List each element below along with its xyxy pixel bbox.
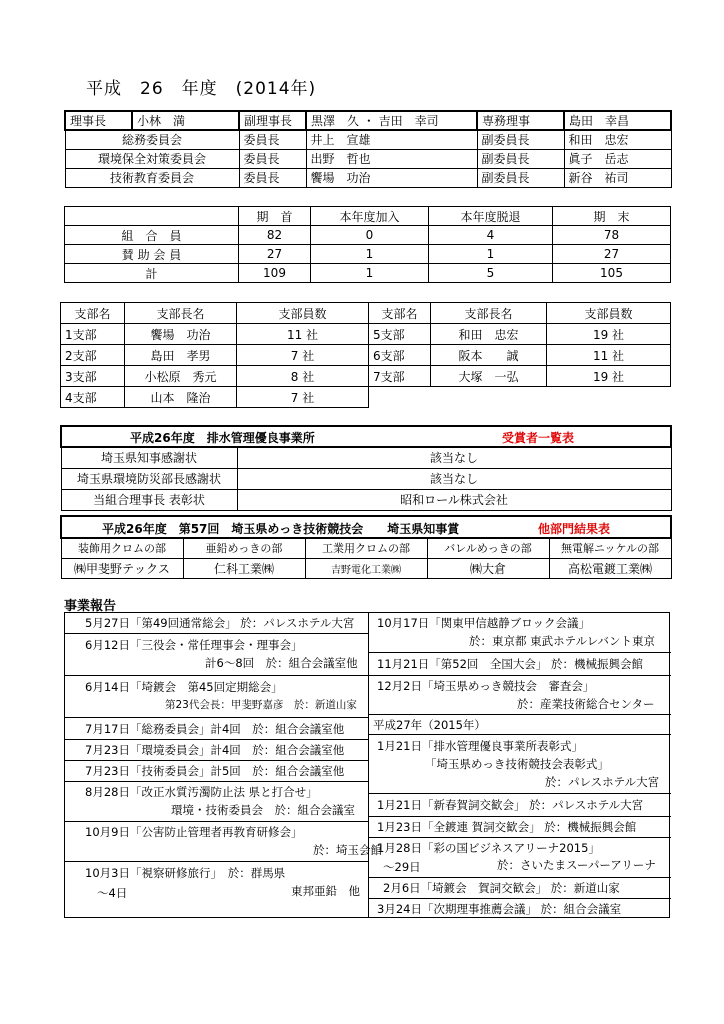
- col-header: 支部名: [369, 303, 431, 324]
- committee-vice: 眞子 岳志: [564, 149, 671, 168]
- branches-table: [60, 302, 671, 408]
- award-value: 該当なし: [237, 468, 671, 489]
- report-left-column: [65, 613, 382, 917]
- branch-name: 2支部: [61, 345, 125, 366]
- report-line: 6月14日「埼鍍会 第45回定期総会」: [85, 680, 283, 694]
- report-line: 於：さいたまスーパーアリーナ: [497, 858, 656, 872]
- branch-head: 小松原 秀元: [125, 366, 237, 387]
- report-line: 10月17日「関東甲信越静ブロック会議」: [377, 616, 591, 630]
- cell: 27: [239, 245, 311, 264]
- committee-vice: 新谷 祐司: [564, 168, 671, 187]
- empty-cell: [369, 387, 671, 408]
- table-row: [61, 345, 671, 366]
- col-header: 本年度加入: [311, 207, 429, 226]
- table-row: [61, 447, 671, 468]
- drainage-awards-table: [60, 425, 672, 511]
- table-row: [61, 324, 671, 345]
- table-row: [61, 366, 671, 387]
- col-header: 支部員数: [547, 303, 671, 324]
- table-row: [65, 226, 671, 245]
- cell: 5: [429, 264, 553, 283]
- exec-director-name: 島田 幸昌: [564, 111, 671, 130]
- report-line: 平成27年（2015年）: [373, 718, 486, 732]
- report-line: 東邦亜鉛 他: [291, 884, 360, 898]
- table-row: [61, 558, 671, 578]
- report-line: 2月6日「埼鍍会 賀詞交歓会」 於：新道山家: [383, 881, 620, 895]
- award-value: 昭和ロール株式会社: [237, 489, 671, 510]
- col-header: 本年度脱退: [429, 207, 553, 226]
- cell: 0: [311, 226, 429, 245]
- branch-count: 19 社: [547, 324, 671, 345]
- cell: 78: [553, 226, 671, 245]
- category: 亜鉛めっきの部: [183, 538, 305, 558]
- cell: 27: [553, 245, 671, 264]
- row-label: 賛 助 会 員: [65, 245, 239, 264]
- award-label: 埼玉県知事感謝状: [61, 447, 237, 468]
- awards1-title: 平成26年度 排水管理優良事業所: [130, 431, 315, 445]
- branch-head: 島田 孝男: [125, 345, 237, 366]
- report-line: 於：産業技術総合センター: [517, 697, 655, 711]
- report-line: 計6～8回 於：組合会議室他: [205, 656, 358, 670]
- report-line: 10月3日「視察研修旅行」 於：群馬県: [85, 866, 286, 880]
- report-title: 事業報告: [64, 599, 117, 614]
- committee-name: 環境保全対策委員会: [65, 149, 239, 168]
- committee-vice: 和田 忠宏: [564, 130, 671, 149]
- report-line: ～29日: [383, 860, 421, 874]
- branch-name: 3支部: [61, 366, 125, 387]
- committee-name: 技術教育委員会: [65, 168, 239, 187]
- report-line: 1月21日「新春賀詞交歓会」 於：パレスホテル大宮: [377, 798, 644, 812]
- table-row: [65, 245, 671, 264]
- exec-director-label: 専務理事: [477, 111, 564, 130]
- committee-chair-label: 委員長: [239, 130, 306, 149]
- awards2-title: 平成26年度 第57回 埼玉県めっき技術競技会 埼玉県知事賞: [102, 522, 460, 536]
- report-line: 8月28日「改正水質汚濁防止法 県と打合せ」: [85, 785, 318, 799]
- award-label: 当組合理事長 表彰状: [61, 489, 237, 510]
- officers-table: [64, 110, 672, 188]
- report-line: 1月21日「排水管理優良事業所表彰式」: [377, 739, 583, 753]
- cell: 82: [239, 226, 311, 245]
- branch-name: 1支部: [61, 324, 125, 345]
- branch-head: 阪本 誠: [431, 345, 547, 366]
- report-line: 10月9日「公害防止管理者再教育研修会」: [85, 825, 303, 839]
- committee-vice-label: 副委員長: [477, 130, 564, 149]
- winner: 吉野電化工業㈱: [305, 558, 427, 578]
- cell: 109: [239, 264, 311, 283]
- winner: ㈱大倉: [427, 558, 549, 578]
- business-report: [64, 612, 670, 918]
- col-header: 支部長名: [125, 303, 237, 324]
- report-right-column: [369, 613, 671, 917]
- plating-contest-table: [60, 515, 672, 579]
- branch-name: 4支部: [61, 387, 125, 408]
- report-line: 3月24日「次期理事推薦会議」 於：組合会議室: [377, 902, 622, 916]
- blank-header-cell: [65, 207, 239, 226]
- committee-row: [65, 130, 671, 149]
- winner: ㈱甲斐野テックス: [61, 558, 183, 578]
- branch-head: 和田 忠宏: [431, 324, 547, 345]
- report-line: 5月27日「第49回通常総会」 於：パレスホテル大宮: [85, 616, 355, 630]
- committee-chair: 出野 哲也: [306, 149, 477, 168]
- table-row: [61, 387, 671, 408]
- committee-chair: 饗場 功治: [306, 168, 477, 187]
- committee-chair: 井上 宣雄: [306, 130, 477, 149]
- committee-vice-label: 副委員長: [477, 149, 564, 168]
- category: バレルめっきの部: [427, 538, 549, 558]
- report-line: 6月12日「三役会・常任理事会・理事会」: [85, 638, 303, 652]
- row-label: 組 合 員: [65, 226, 239, 245]
- branch-head: 大塚 一弘: [431, 366, 547, 387]
- cell: 1: [429, 245, 553, 264]
- awards1-red-label: 受賞者一覧表: [502, 431, 575, 445]
- report-line: 於：東京都 東武ホテルレバント東京: [469, 634, 655, 648]
- committee-row: [65, 149, 671, 168]
- committee-name: 総務委員会: [65, 130, 239, 149]
- branch-count: 7 社: [237, 345, 369, 366]
- report-line: 12月2日「埼玉県めっき競技会 審査会」: [377, 679, 595, 693]
- table-row: [61, 538, 671, 558]
- cell: 1: [311, 245, 429, 264]
- branch-count: 19 社: [547, 366, 671, 387]
- report-line: 1月28日「彩の国ビジネスアリーナ2015」: [377, 841, 600, 855]
- category: 工業用クロムの部: [305, 538, 427, 558]
- report-line: 「埼玉県めっき技術競技会表彰式」: [425, 757, 609, 771]
- table-row: [65, 264, 671, 283]
- category: 無電解ニッケルの部: [549, 538, 671, 558]
- winner: 仁科工業㈱: [183, 558, 305, 578]
- branch-head: 山本 隆治: [125, 387, 237, 408]
- col-header: 支部員数: [237, 303, 369, 324]
- report-line: 11月21日「第52回 全国大会」 於：機械振興会館: [377, 657, 644, 671]
- award-value: 該当なし: [237, 447, 671, 468]
- branch-count: 8 社: [237, 366, 369, 387]
- cell: 4: [429, 226, 553, 245]
- vice-chair-label: 副理事長: [239, 111, 306, 130]
- branch-head: 饗場 功治: [125, 324, 237, 345]
- vice-chair-names: 黒澤 久 ・ 吉田 幸司: [306, 111, 477, 130]
- report-line: ～4日: [97, 886, 128, 900]
- branch-name: 5支部: [369, 324, 431, 345]
- table-row: [61, 489, 671, 510]
- report-line: 環境・技術委員会 於：組合会議室: [171, 803, 355, 817]
- branch-count: 7 社: [237, 387, 369, 408]
- award-label: 埼玉県環境防災部長感謝状: [61, 468, 237, 489]
- committee-chair-label: 委員長: [239, 149, 306, 168]
- cell: 105: [553, 264, 671, 283]
- report-line: 7月17日「総務委員会」計4回 於：組合会議室他: [85, 722, 345, 736]
- branch-name: 7支部: [369, 366, 431, 387]
- table-row: [61, 468, 671, 489]
- report-line: 於：パレスホテル大宮: [545, 775, 660, 789]
- committee-vice-label: 副委員長: [477, 168, 564, 187]
- report-line: 7月23日「環境委員会」計4回 於：組合会議室他: [85, 743, 345, 757]
- branch-count: 11 社: [237, 324, 369, 345]
- committee-row: [65, 168, 671, 187]
- cell: 1: [311, 264, 429, 283]
- report-line: 第23代会長：甲斐野嘉彦 於：新道山家: [165, 699, 357, 711]
- winner: 高松電鍍工業㈱: [549, 558, 671, 578]
- membership-table: [64, 206, 671, 283]
- chair-label: 理事長: [65, 111, 132, 130]
- col-header: 支部長名: [431, 303, 547, 324]
- col-header: 期 末: [553, 207, 671, 226]
- committee-chair-label: 委員長: [239, 168, 306, 187]
- report-line: 1月23日「全鍍連 賀詞交歓会」 於：機械振興会館: [377, 820, 637, 834]
- col-header: 支部名: [61, 303, 125, 324]
- category: 装飾用クロムの部: [61, 538, 183, 558]
- branch-name: 6支部: [369, 345, 431, 366]
- col-header: 期 首: [239, 207, 311, 226]
- row-label: 計: [65, 264, 239, 283]
- branch-count: 11 社: [547, 345, 671, 366]
- chair-name: 小林 満: [132, 111, 239, 130]
- awards2-red-label: 他部門結果表: [538, 522, 611, 536]
- page-title: 平成 26 年度 (2014年): [86, 79, 317, 99]
- report-line: 7月23日「技術委員会」計5回 於：組合会議室他: [85, 764, 345, 778]
- report-line: 於：埼玉会館: [313, 843, 382, 857]
